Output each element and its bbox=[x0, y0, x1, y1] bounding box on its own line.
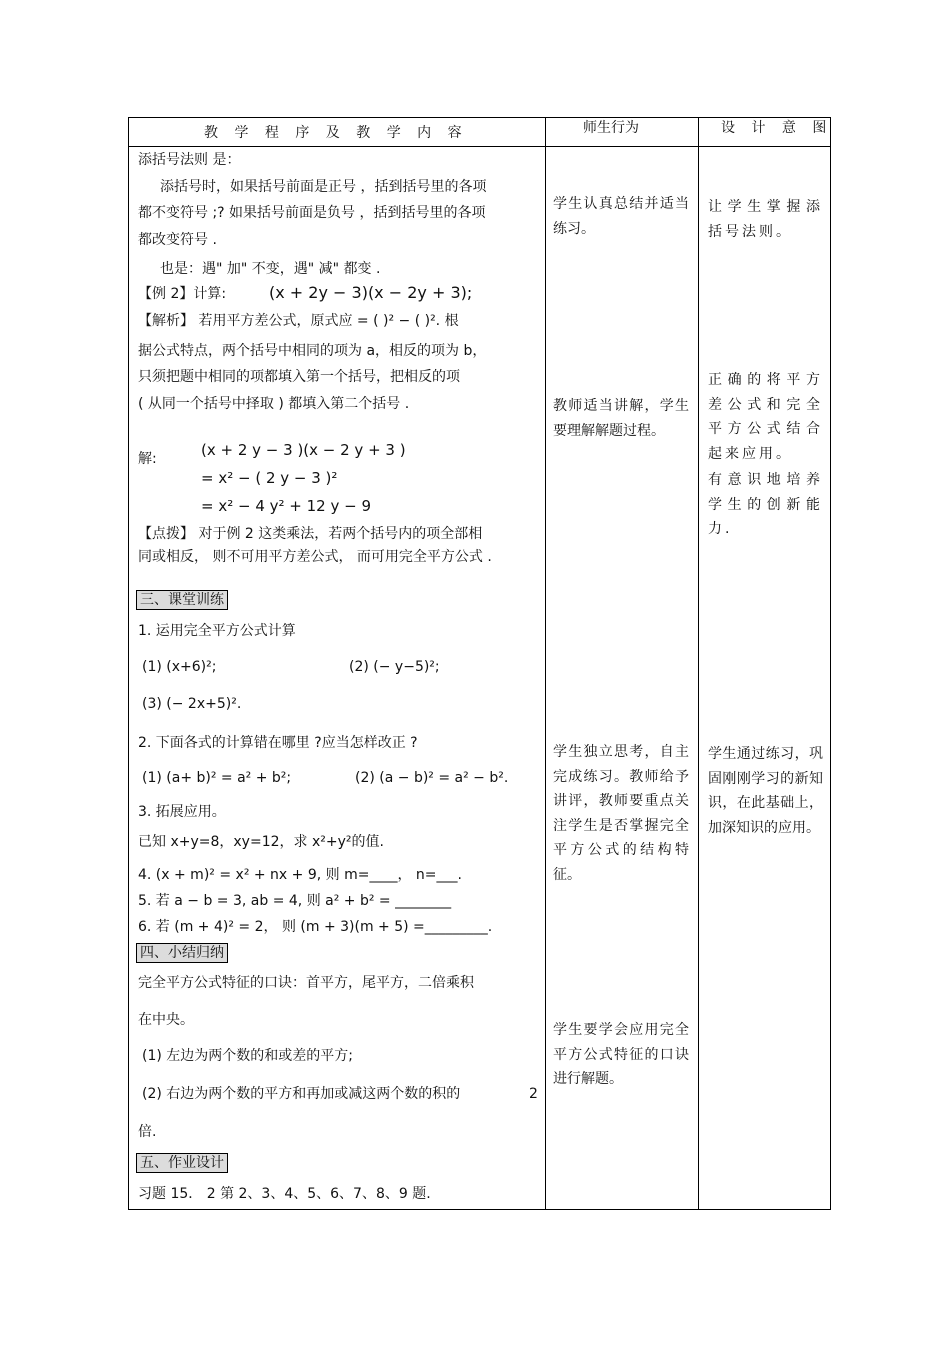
question-3: 3. 拓展应用。 bbox=[138, 804, 226, 820]
summary-point-2: (2) 右边为两个数的平方和再加或减这两个数的积的 bbox=[142, 1086, 461, 1102]
rule-text-3: 都改变符号 . bbox=[138, 232, 217, 248]
solution-label: 解: bbox=[138, 451, 157, 467]
analysis-line-4: ( 从同一个括号中择取 ) 都填入第二个括号 . bbox=[138, 396, 410, 412]
section-3-heading: 三、课堂训练 bbox=[136, 590, 228, 610]
analysis-line-3: 只须把题中相同的项都填入第一个括号，把相反的项 bbox=[138, 369, 460, 385]
question-1-2: (2) (− y−5)²; bbox=[349, 659, 440, 675]
solution-line-3: = x² − 4 y² + 12 y − 9 bbox=[201, 497, 372, 515]
section-4-heading: 四、小结归纳 bbox=[136, 943, 228, 963]
design-note-3: 有意识地培养学生的创新能力. bbox=[708, 472, 823, 537]
question-1: 1. 运用完全平方公式计算 bbox=[138, 623, 296, 639]
question-1-1: (1) (x+6)²; bbox=[142, 659, 217, 675]
question-6: 6. 若 (m + 4)² = 2， 则 (m + 3)(m + 5) =_________. bbox=[138, 919, 493, 935]
header-divider bbox=[129, 146, 830, 147]
example-2-label: 【例 2】计算: bbox=[138, 286, 227, 302]
question-1-3: (3) (− 2x+5)². bbox=[142, 696, 242, 712]
summary-point-1: (1) 左边为两个数的和或差的平方; bbox=[142, 1048, 353, 1064]
question-2-1: (1) (a+ b)² = a² + b²; bbox=[142, 770, 292, 786]
header-teacher: 师生行为 bbox=[583, 120, 639, 136]
teacher-note-1: 学生认真总结并适当练习。 bbox=[553, 196, 689, 237]
question-2-2: (2) (a − b)² = a² − b². bbox=[355, 770, 509, 786]
header-content: 教 学 程 序 及 教 学 内 容 bbox=[204, 125, 468, 141]
solution-line-1: (x + 2 y − 3 )(x − 2 y + 3 ) bbox=[201, 441, 406, 459]
summary-line-1: 完全平方公式特征的口诀：首平方，尾平方，二倍乘积 bbox=[138, 975, 474, 991]
analysis-line-1: 【解析】 若用平方差公式，原式应 = ( )² − ( )². 根 bbox=[138, 313, 459, 329]
rule-text-1: 添括号时，如果括号前面是正号 ，括到括号里的各项 bbox=[160, 179, 487, 195]
design-note-1: 让学生掌握添括号法则。 bbox=[708, 199, 823, 240]
rule-title: 添括号法则 是： bbox=[138, 152, 241, 168]
tip-line-1: 【点拨】 对于例 2 这类乘法，若两个括号内的项全部相 bbox=[138, 526, 483, 542]
example-2-expression: (x + 2y − 3)(x − 2y + 3); bbox=[269, 283, 473, 302]
header-design: 设 计 意 图 bbox=[721, 120, 833, 136]
teacher-note-4: 学生要学会应用完全平方公式特征的口诀进行解题。 bbox=[553, 1022, 689, 1087]
question-3-text: 已知 x+y=8，xy=12，求 x²+y²的值. bbox=[138, 834, 384, 850]
design-note-2: 正确的将平方差公式和完全平方公式结合起来应用。 bbox=[708, 372, 823, 462]
section-5-heading: 五、作业设计 bbox=[136, 1153, 228, 1173]
column-divider-1 bbox=[545, 118, 546, 1209]
column-divider-2 bbox=[698, 118, 699, 1209]
summary-line-2: 在中央。 bbox=[138, 1012, 194, 1028]
rule-summary: 也是：遇" 加" 不变，遇" 减" 都变 . bbox=[160, 261, 381, 277]
lesson-table bbox=[128, 117, 831, 1210]
homework-line: 习题 15． 2 第 2、3、4、5、6、7、8、9 题. bbox=[138, 1186, 431, 1202]
teacher-note-3: 学生独立思考，自主完成练习。教师给予讲评，教师要重点关注学生是否掌握完全平方公式的结构特征。 bbox=[553, 744, 689, 883]
design-note-4: 学生通过练习，巩固刚刚学习的新知识，在此基础上，加深知识的应用。 bbox=[708, 746, 823, 836]
question-5: 5. 若 a − b = 3, ab = 4, 则 a² + b² = ________ bbox=[138, 893, 452, 909]
solution-line-2: = x² − ( 2 y − 3 )² bbox=[201, 469, 338, 487]
rule-text-2: 都不变符号 ;? 如果括号前面是负号 ，括到括号里的各项 bbox=[138, 205, 486, 221]
summary-point-2-number: 2 bbox=[529, 1086, 538, 1102]
summary-point-2-end: 倍. bbox=[138, 1124, 157, 1140]
teacher-note-2: 教师适当讲解，学生要理解解题过程。 bbox=[553, 398, 689, 439]
question-2: 2. 下面各式的计算错在哪里 ?应当怎样改正 ? bbox=[138, 735, 418, 751]
question-4: 4. (x + m)² = x² + nx + 9, 则 m=____， n=___. bbox=[138, 867, 462, 883]
tip-line-2: 同或相反， 则不可用平方差公式， 而可用完全平方公式 . bbox=[138, 549, 492, 565]
analysis-line-2: 据公式特点，两个括号中相同的项为 a，相反的项为 b， bbox=[138, 343, 487, 359]
